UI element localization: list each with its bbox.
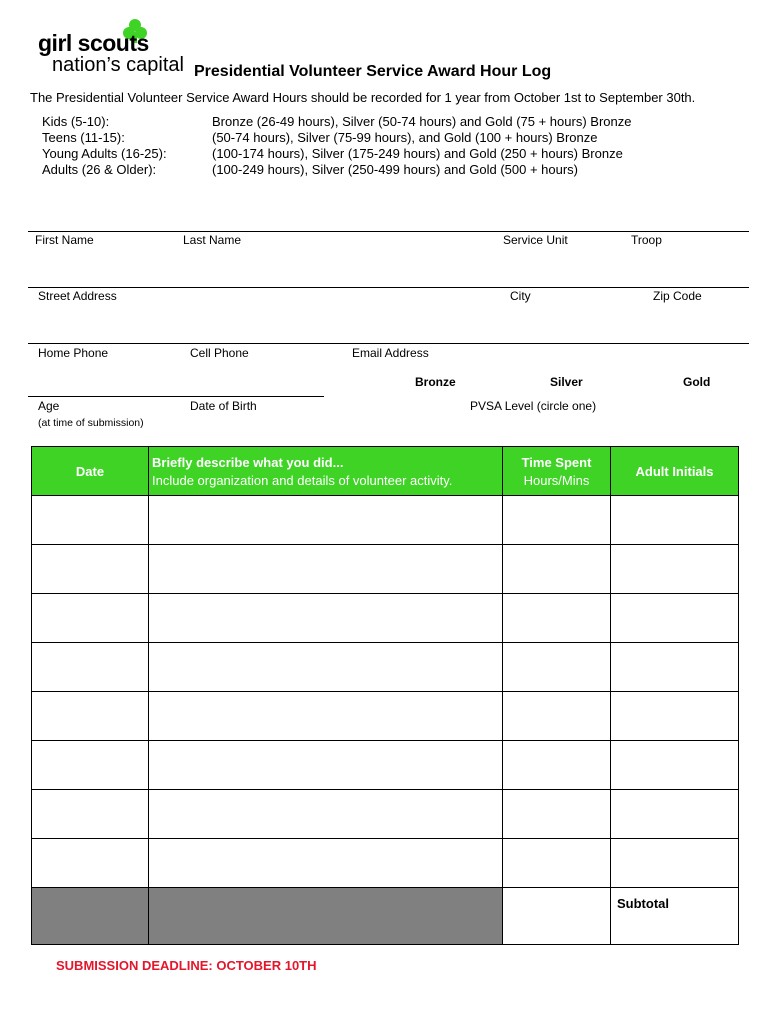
table-row bbox=[32, 594, 739, 643]
table-row bbox=[32, 839, 739, 888]
initials-cell[interactable] bbox=[611, 839, 739, 888]
date-cell[interactable] bbox=[32, 839, 149, 888]
date-cell[interactable] bbox=[32, 692, 149, 741]
initials-cell[interactable] bbox=[611, 545, 739, 594]
table-row bbox=[32, 545, 739, 594]
age-field[interactable]: Age bbox=[38, 399, 60, 413]
date-cell[interactable] bbox=[32, 594, 149, 643]
logo-line2: nation’s capital bbox=[52, 54, 184, 76]
col-header-time-sub: Hours/Mins bbox=[523, 472, 590, 488]
date-cell[interactable] bbox=[32, 643, 149, 692]
subtotal-label: Subtotal bbox=[611, 888, 739, 945]
last-name-field[interactable]: Last Name bbox=[183, 233, 242, 247]
divider bbox=[28, 396, 324, 397]
table-row bbox=[32, 643, 739, 692]
description-cell[interactable] bbox=[149, 790, 503, 839]
age-group-label: Teens (11-15): bbox=[42, 130, 125, 145]
cell-phone-field[interactable]: Cell Phone bbox=[190, 346, 249, 360]
col-header-time-spent bbox=[503, 447, 611, 496]
time-cell[interactable] bbox=[503, 839, 611, 888]
initials-cell[interactable] bbox=[611, 790, 739, 839]
date-cell[interactable] bbox=[32, 790, 149, 839]
troop-field[interactable]: Troop bbox=[631, 233, 662, 247]
time-cell[interactable] bbox=[503, 741, 611, 790]
service-unit-field[interactable]: Service Unit bbox=[503, 233, 568, 247]
col-header-time-title: Time Spent bbox=[521, 454, 592, 470]
table-row bbox=[32, 790, 739, 839]
gray-cell bbox=[32, 888, 149, 945]
age-group-label: Adults (26 & Older): bbox=[42, 162, 157, 177]
first-name-field[interactable]: First Name bbox=[35, 233, 94, 247]
date-cell[interactable] bbox=[32, 741, 149, 790]
col-header-date: Date bbox=[32, 447, 149, 496]
time-cell[interactable] bbox=[503, 790, 611, 839]
table-row bbox=[32, 692, 739, 741]
pvsa-level-silver[interactable]: Silver bbox=[550, 375, 583, 389]
initials-cell[interactable] bbox=[611, 594, 739, 643]
subtotal-value-cell[interactable] bbox=[503, 888, 611, 945]
table-row bbox=[32, 741, 739, 790]
subtotal-row bbox=[32, 888, 739, 945]
description-cell[interactable] bbox=[149, 545, 503, 594]
age-note: (at time of submission) bbox=[38, 417, 144, 429]
col-header-description-title: Briefly describe what you did... bbox=[152, 454, 344, 470]
description-cell[interactable] bbox=[149, 594, 503, 643]
home-phone-field[interactable]: Home Phone bbox=[38, 346, 109, 360]
col-header-description bbox=[149, 447, 503, 496]
initials-cell[interactable] bbox=[611, 496, 739, 545]
divider bbox=[28, 231, 749, 232]
age-group-label: Young Adults (16-25): bbox=[42, 146, 167, 161]
pvsa-level-gold[interactable]: Gold bbox=[683, 375, 711, 389]
age-group-label: Kids (5-10): bbox=[42, 114, 110, 129]
initials-cell[interactable] bbox=[611, 692, 739, 741]
initials-cell[interactable] bbox=[611, 741, 739, 790]
description-cell[interactable] bbox=[149, 643, 503, 692]
submission-deadline: SUBMISSION DEADLINE: OCTOBER 10TH bbox=[56, 958, 317, 973]
email-field[interactable]: Email Address bbox=[352, 346, 429, 360]
date-of-birth-field[interactable]: Date of Birth bbox=[190, 399, 257, 413]
page-title: Presidential Volunteer Service Award Hour Log bbox=[194, 63, 552, 80]
award-levels-text: (100-174 hours), Silver (175-249 hours) and Gold (250 + hours) Bronze bbox=[212, 146, 623, 161]
col-header-description-sub: Include organization and details of volunteer activity. bbox=[152, 472, 453, 488]
time-cell[interactable] bbox=[503, 594, 611, 643]
date-cell[interactable] bbox=[32, 545, 149, 594]
divider bbox=[28, 287, 749, 288]
time-cell[interactable] bbox=[503, 545, 611, 594]
award-levels-text: (100-249 hours), Silver (250-499 hours) and Gold (500 + hours) bbox=[212, 162, 579, 177]
zip-code-field[interactable]: Zip Code bbox=[653, 289, 702, 303]
description-cell[interactable] bbox=[149, 496, 503, 545]
description-cell[interactable] bbox=[149, 692, 503, 741]
street-address-field[interactable]: Street Address bbox=[38, 289, 117, 303]
divider bbox=[28, 343, 749, 344]
award-levels-text: Bronze (26-49 hours), Silver (50-74 hours) and Gold (75 + hours) Bronze bbox=[212, 114, 632, 129]
time-cell[interactable] bbox=[503, 692, 611, 741]
description-cell[interactable] bbox=[149, 741, 503, 790]
description-cell[interactable] bbox=[149, 839, 503, 888]
logo-line1: girl scouts bbox=[38, 30, 149, 56]
intro-text: The Presidential Volunteer Service Award Hours should be recorded for 1 year from October 1st to September 30th. bbox=[30, 90, 696, 105]
gray-cell bbox=[149, 888, 503, 945]
table-row bbox=[32, 496, 739, 545]
date-cell[interactable] bbox=[32, 496, 149, 545]
city-field[interactable]: City bbox=[510, 289, 531, 303]
initials-cell[interactable] bbox=[611, 643, 739, 692]
pvsa-level-label: PVSA Level (circle one) bbox=[470, 399, 597, 413]
hour-log-table bbox=[31, 446, 739, 945]
table-header-row bbox=[32, 447, 739, 496]
time-cell[interactable] bbox=[503, 496, 611, 545]
award-levels-text: (50-74 hours), Silver (75-99 hours), and Gold (100 + hours) Bronze bbox=[212, 130, 598, 145]
col-header-adult-initials: Adult Initials bbox=[611, 447, 739, 496]
time-cell[interactable] bbox=[503, 643, 611, 692]
pvsa-level-bronze[interactable]: Bronze bbox=[415, 375, 456, 389]
